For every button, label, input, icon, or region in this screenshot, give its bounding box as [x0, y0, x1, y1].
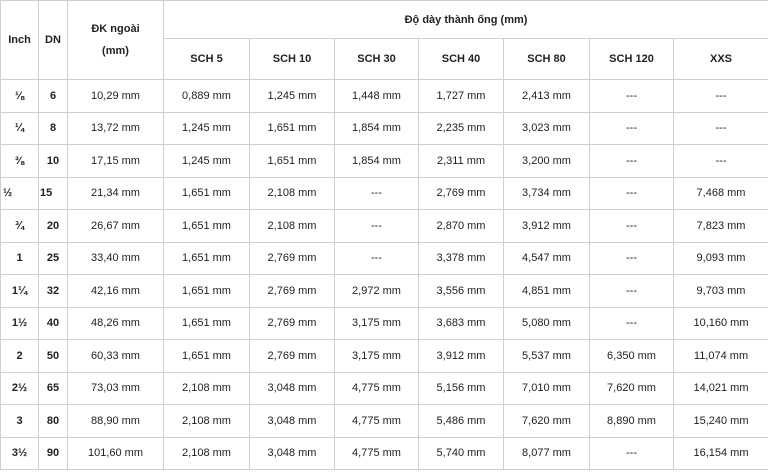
cell-thickness: --- — [590, 242, 674, 275]
cell-inch: ½ — [1, 177, 39, 210]
cell-thickness: 1,651 mm — [250, 145, 335, 178]
cell-thickness: 4,851 mm — [504, 275, 590, 308]
cell-thickness: 1,245 mm — [250, 80, 335, 113]
cell-thickness: --- — [674, 145, 768, 178]
cell-thickness: --- — [590, 210, 674, 243]
cell-thickness: 7,468 mm — [674, 177, 768, 210]
cell-thickness: --- — [590, 307, 674, 340]
cell-thickness: 8,890 mm — [590, 405, 674, 438]
cell-thickness: 3,048 mm — [250, 372, 335, 405]
table-row — [1, 372, 768, 405]
cell-thickness: 4,775 mm — [335, 437, 419, 470]
cell-thickness: 15,240 mm — [674, 405, 768, 438]
header-schedule: SCH 40 — [419, 39, 504, 80]
cell-thickness: --- — [590, 80, 674, 113]
header-outer-diameter-label: ĐK ngoài — [91, 23, 140, 35]
cell-thickness: 3,175 mm — [335, 340, 419, 373]
header-dn: DN — [39, 1, 68, 80]
cell-thickness: 3,556 mm — [419, 275, 504, 308]
cell-thickness: --- — [335, 177, 419, 210]
cell-thickness: 2,108 mm — [164, 372, 250, 405]
header-wall-thickness: Độ dày thành ống (mm) — [164, 1, 768, 39]
cell-thickness: 4,775 mm — [335, 405, 419, 438]
cell-thickness: --- — [590, 275, 674, 308]
cell-thickness: 2,413 mm — [504, 80, 590, 113]
cell-thickness: 5,156 mm — [419, 372, 504, 405]
cell-thickness: 11,074 mm — [674, 340, 768, 373]
table-row — [1, 307, 768, 340]
cell-thickness: --- — [674, 112, 768, 145]
cell-outer-diameter: 42,16 mm — [68, 275, 164, 308]
cell-thickness: 3,200 mm — [504, 145, 590, 178]
cell-thickness: 3,175 mm — [335, 307, 419, 340]
cell-dn: 10 — [39, 145, 68, 178]
header-schedule: XXS — [674, 39, 768, 80]
cell-thickness: 2,769 mm — [250, 275, 335, 308]
cell-thickness: 1,448 mm — [335, 80, 419, 113]
cell-inch: 3 — [1, 405, 39, 438]
cell-thickness: 3,912 mm — [419, 340, 504, 373]
cell-outer-diameter: 73,03 mm — [68, 372, 164, 405]
cell-dn: 20 — [39, 210, 68, 243]
cell-dn: 6 — [39, 80, 68, 113]
cell-outer-diameter: 13,72 mm — [68, 112, 164, 145]
cell-thickness: --- — [674, 80, 768, 113]
cell-outer-diameter: 10,29 mm — [68, 80, 164, 113]
cell-thickness: 2,769 mm — [250, 340, 335, 373]
header-schedule: SCH 120 — [590, 39, 674, 80]
cell-thickness: 3,023 mm — [504, 112, 590, 145]
header-schedule: SCH 80 — [504, 39, 590, 80]
cell-thickness: 2,108 mm — [164, 437, 250, 470]
cell-dn: 32 — [39, 275, 68, 308]
cell-thickness: --- — [335, 242, 419, 275]
header-schedule: SCH 30 — [335, 39, 419, 80]
cell-thickness: 2,870 mm — [419, 210, 504, 243]
cell-thickness: 2,108 mm — [250, 177, 335, 210]
cell-thickness: 1,651 mm — [164, 340, 250, 373]
cell-thickness: --- — [590, 112, 674, 145]
cell-inch: 1¼ — [1, 275, 39, 308]
cell-thickness: 7,620 mm — [590, 372, 674, 405]
cell-thickness: 2,311 mm — [419, 145, 504, 178]
table-row — [1, 145, 768, 178]
cell-thickness: 2,769 mm — [250, 242, 335, 275]
table-row — [1, 112, 768, 145]
cell-thickness: 3,734 mm — [504, 177, 590, 210]
cell-inch: 2 — [1, 340, 39, 373]
cell-thickness: 1,651 mm — [164, 210, 250, 243]
cell-dn: 80 — [39, 405, 68, 438]
cell-dn: 25 — [39, 242, 68, 275]
cell-inch: 3½ — [1, 437, 39, 470]
table-row — [1, 340, 768, 373]
cell-inch: 1½ — [1, 307, 39, 340]
table-row — [1, 275, 768, 308]
header-schedule: SCH 5 — [164, 39, 250, 80]
cell-thickness: 3,683 mm — [419, 307, 504, 340]
cell-thickness: 1,245 mm — [164, 145, 250, 178]
cell-thickness: 7,010 mm — [504, 372, 590, 405]
cell-thickness: 1,651 mm — [164, 275, 250, 308]
cell-thickness: 6,350 mm — [590, 340, 674, 373]
cell-thickness: 8,077 mm — [504, 437, 590, 470]
cell-outer-diameter: 48,26 mm — [68, 307, 164, 340]
cell-thickness: 16,154 mm — [674, 437, 768, 470]
cell-thickness: 0,889 mm — [164, 80, 250, 113]
header-schedule: SCH 10 — [250, 39, 335, 80]
cell-thickness: 1,651 mm — [250, 112, 335, 145]
cell-outer-diameter: 33,40 mm — [68, 242, 164, 275]
cell-inch: 2½ — [1, 372, 39, 405]
cell-inch: ⅜ — [1, 145, 39, 178]
cell-thickness: 1,854 mm — [335, 145, 419, 178]
cell-thickness: 1,245 mm — [164, 112, 250, 145]
cell-thickness: 4,775 mm — [335, 372, 419, 405]
cell-thickness: 3,378 mm — [419, 242, 504, 275]
cell-inch: ¼ — [1, 112, 39, 145]
cell-thickness: --- — [590, 145, 674, 178]
table-row — [1, 405, 768, 438]
header-inch: Inch — [1, 1, 39, 80]
cell-thickness: 2,972 mm — [335, 275, 419, 308]
cell-dn: 50 — [39, 340, 68, 373]
cell-thickness: --- — [335, 210, 419, 243]
cell-thickness: 1,651 mm — [164, 307, 250, 340]
cell-thickness: 5,080 mm — [504, 307, 590, 340]
cell-dn: 15 — [39, 177, 68, 210]
cell-inch: ¾ — [1, 210, 39, 243]
cell-thickness: 3,048 mm — [250, 437, 335, 470]
cell-outer-diameter: 101,60 mm — [68, 437, 164, 470]
cell-thickness: 1,727 mm — [419, 80, 504, 113]
cell-thickness: 2,108 mm — [164, 405, 250, 438]
cell-thickness: 9,703 mm — [674, 275, 768, 308]
cell-inch: ⅛ — [1, 80, 39, 113]
cell-dn: 40 — [39, 307, 68, 340]
cell-thickness: 1,854 mm — [335, 112, 419, 145]
cell-thickness: 5,537 mm — [504, 340, 590, 373]
cell-thickness: 1,651 mm — [164, 177, 250, 210]
cell-thickness: 3,048 mm — [250, 405, 335, 438]
header-outer-diameter — [68, 1, 164, 80]
cell-dn: 8 — [39, 112, 68, 145]
table-row — [1, 80, 768, 113]
cell-thickness: --- — [590, 177, 674, 210]
cell-outer-diameter: 60,33 mm — [68, 340, 164, 373]
cell-inch: 1 — [1, 242, 39, 275]
cell-outer-diameter: 26,67 mm — [68, 210, 164, 243]
cell-thickness: 4,547 mm — [504, 242, 590, 275]
cell-thickness: 2,108 mm — [250, 210, 335, 243]
cell-outer-diameter: 88,90 mm — [68, 405, 164, 438]
cell-thickness: 3,912 mm — [504, 210, 590, 243]
cell-thickness: 10,160 mm — [674, 307, 768, 340]
cell-thickness: 5,486 mm — [419, 405, 504, 438]
cell-thickness: 7,823 mm — [674, 210, 768, 243]
cell-thickness: 5,740 mm — [419, 437, 504, 470]
cell-thickness: 2,769 mm — [250, 307, 335, 340]
table-body — [1, 80, 768, 470]
cell-thickness: 14,021 mm — [674, 372, 768, 405]
table-row — [1, 210, 768, 243]
cell-thickness: 9,093 mm — [674, 242, 768, 275]
cell-thickness: 1,651 mm — [164, 242, 250, 275]
cell-thickness: 2,235 mm — [419, 112, 504, 145]
cell-dn: 90 — [39, 437, 68, 470]
cell-thickness: 2,769 mm — [419, 177, 504, 210]
cell-outer-diameter: 21,34 mm — [68, 177, 164, 210]
header-outer-diameter-unit: (mm) — [102, 45, 129, 57]
cell-dn: 65 — [39, 372, 68, 405]
table-row — [1, 242, 768, 275]
table-row — [1, 437, 768, 470]
cell-thickness: --- — [590, 437, 674, 470]
cell-thickness: 7,620 mm — [504, 405, 590, 438]
table-row — [1, 177, 768, 210]
cell-outer-diameter: 17,15 mm — [68, 145, 164, 178]
